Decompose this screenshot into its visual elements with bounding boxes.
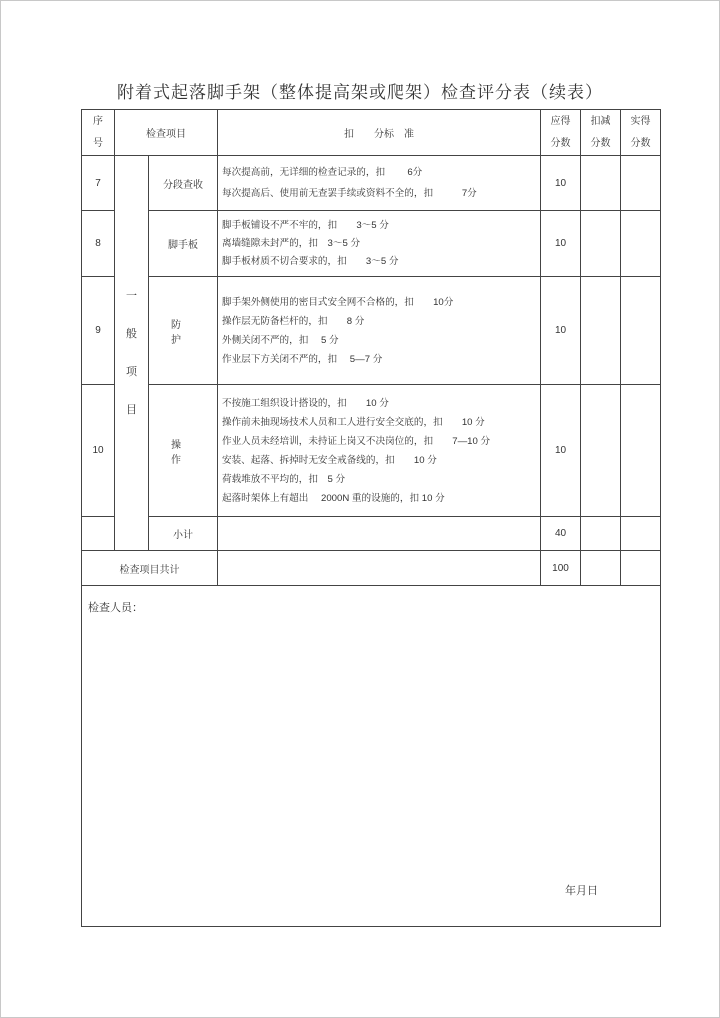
row-criteria: 每次提高前，无详细的检查记录的，扣 6分 每次提高后、使用前无查罢手续或资料不全的，扣 7分 xyxy=(218,156,541,211)
inspector-row xyxy=(82,586,661,927)
row-seq: 9 xyxy=(82,277,115,385)
row-deduct xyxy=(581,277,621,385)
header-actual: 实得 分数 xyxy=(621,110,661,156)
table-row xyxy=(82,385,661,517)
row-item: 分段查收 xyxy=(149,156,218,211)
total-actual xyxy=(621,551,661,586)
table-row xyxy=(82,211,661,277)
row-item: 防 护 xyxy=(149,277,218,385)
row-deduct xyxy=(581,156,621,211)
row-deduct xyxy=(581,211,621,277)
row-criteria: 脚手架外侧使用的密目式安全网不合格的，扣 10分 操作层无防备栏杆的，扣 8 分 外侧关闭不严的，扣 5 分 作业层下方关闭不严的，扣 5—7 分 xyxy=(218,277,541,385)
subtotal-actual xyxy=(621,517,661,551)
header-row xyxy=(82,110,661,156)
subtotal-deduct xyxy=(581,517,621,551)
total-criteria xyxy=(218,551,541,586)
total-label: 检查项目共计 xyxy=(82,551,218,586)
score-table xyxy=(81,109,661,927)
subtotal-due: 40 xyxy=(541,517,581,551)
row-item: 脚手板 xyxy=(149,211,218,277)
subtotal-label: 小计 xyxy=(149,517,218,551)
header-due: 应得 分数 xyxy=(541,110,581,156)
header-item: 检查项目 xyxy=(115,110,218,156)
header-criteria: 扣 分标 准 xyxy=(218,110,541,156)
total-row xyxy=(82,551,661,586)
row-deduct xyxy=(581,385,621,517)
row-due: 10 xyxy=(541,211,581,277)
row-due: 10 xyxy=(541,277,581,385)
row-seq: 8 xyxy=(82,211,115,277)
date-label: 年月日 xyxy=(565,884,598,897)
subtotal-row xyxy=(82,517,661,551)
inspector-label: 检查人员： xyxy=(88,601,143,614)
table-row xyxy=(82,277,661,385)
subtotal-criteria xyxy=(218,517,541,551)
row-actual xyxy=(621,156,661,211)
row-actual xyxy=(621,211,661,277)
table-row xyxy=(82,156,661,211)
row-criteria: 脚手板铺设不严不牢的，扣 3～5 分 离墙缝隙未封严的，扣 3～5 分 脚手板材质不切合要求的，扣 3～5 分 xyxy=(218,211,541,277)
row-criteria: 不按施工组织设计搭设的，扣 10 分 操作前未抽现场技术人员和工人进行安全交底的，扣 10 分 作业人员未经培训，未持证上岗又不决岗位的，扣 7—10 分 安装、起落、拆掉时无安全戒备线的，扣 10 分 荷载堆放不平均的，扣 5 分 起落时架体上有超出 2000N 重的设施的，扣 10 分 xyxy=(218,385,541,517)
total-deduct xyxy=(581,551,621,586)
row-due: 10 xyxy=(541,385,581,517)
page-title: 附着式起落脚手架（整体提高架或爬架）检查评分表（续表） xyxy=(117,83,603,103)
total-due: 100 xyxy=(541,551,581,586)
header-deduct: 扣减 分数 xyxy=(581,110,621,156)
row-seq: 7 xyxy=(82,156,115,211)
row-seq: 10 xyxy=(82,385,115,517)
subtotal-seq xyxy=(82,517,115,551)
inspector-cell xyxy=(82,586,661,927)
row-actual xyxy=(621,277,661,385)
row-due: 10 xyxy=(541,156,581,211)
row-actual xyxy=(621,385,661,517)
header-seq: 序 号 xyxy=(82,110,115,156)
row-item: 操 作 xyxy=(149,385,218,517)
category-cell: 一 般 项 目 xyxy=(115,156,149,551)
